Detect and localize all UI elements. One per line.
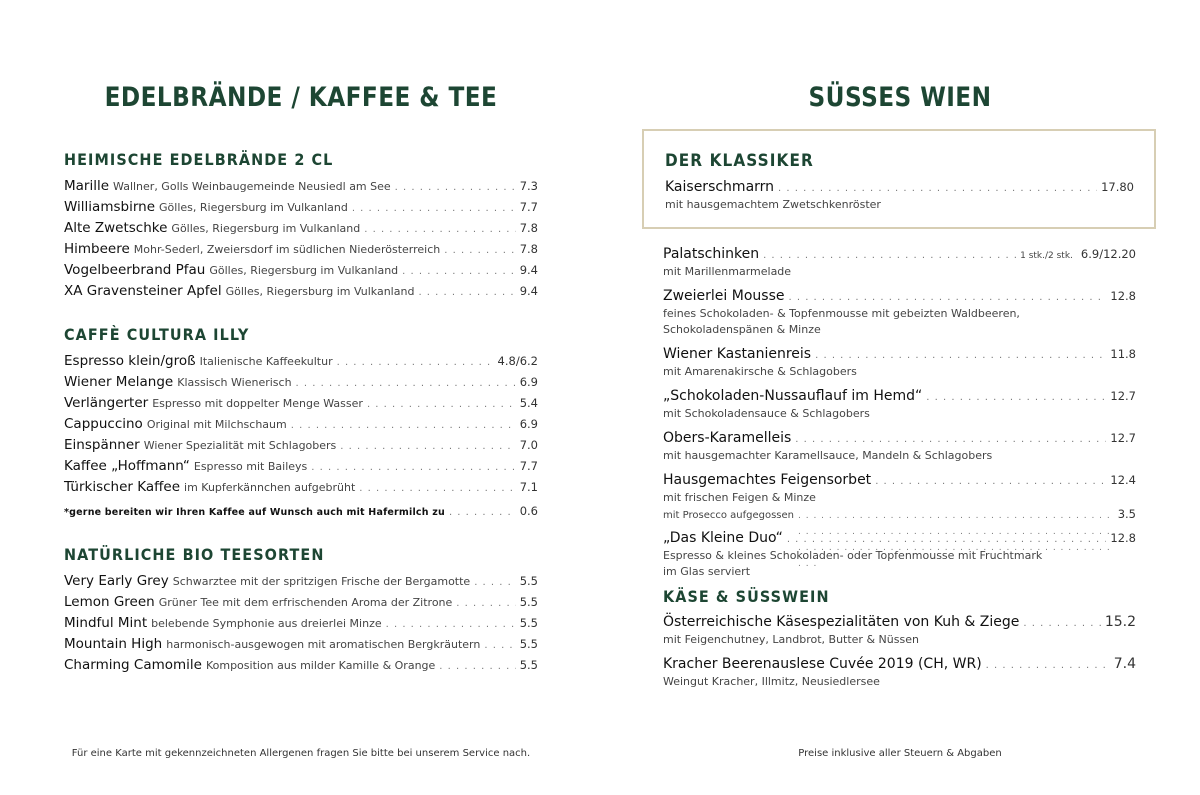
- item-price: 5.5: [519, 595, 538, 609]
- item-description-2: im Glas serviert: [663, 565, 751, 578]
- dot-leader: [763, 246, 1016, 265]
- menu-item: [64, 239, 538, 260]
- allergen-footer: Für eine Karte mit gekennzeichneten Allergenen fragen Sie bitte bei unserem Service nach.: [71, 748, 531, 759]
- section-heading-tee: NATÜRLICHE BIO TEESORTEN: [64, 545, 325, 564]
- item-description: Italienische Kaffeekultur: [199, 355, 333, 368]
- item-description: Weingut Kracher, Illmitz, Neusiedlersee: [663, 675, 880, 688]
- item-name: Mindful Mint: [64, 615, 148, 631]
- item-price: 12.7: [1110, 431, 1136, 445]
- note-price: 0.6: [519, 504, 538, 518]
- price-footer: Preise inklusive aller Steuern & Abgaben: [798, 748, 1002, 759]
- item-price: 7.1: [519, 480, 538, 494]
- item-description: belebende Symphonie aus dreierlei Minze: [151, 617, 382, 630]
- item-description: Wiener Spezialität mit Schlagobers: [143, 439, 337, 452]
- item-name: „Schokoladen-Nussauflauf im Hemd“: [663, 388, 923, 404]
- menu-item: [64, 634, 538, 655]
- menu-item: [64, 218, 538, 239]
- item-name: Hausgemachtes Feigensorbet: [663, 472, 872, 488]
- extra-label: mit Prosecco aufgegossen: [663, 510, 795, 521]
- dot-leader: [352, 198, 516, 219]
- item-name: Wiener Kastanienreis: [663, 346, 812, 362]
- item-price: 6.9: [519, 417, 538, 431]
- item-price: 5.5: [519, 658, 538, 672]
- item-price: 9.4: [519, 284, 538, 298]
- item-name: Mountain High: [64, 636, 163, 652]
- item-price: 11.8: [1110, 347, 1136, 361]
- item-description: im Kupferkännchen aufgebrüht: [184, 481, 356, 494]
- item-description: Gölles, Riegersburg im Vulkanland: [209, 264, 399, 277]
- menu-item: [663, 387, 1136, 422]
- item-description: Wallner, Golls Weinbaugemeinde Neusiedl am See: [113, 180, 391, 193]
- item-name: Alte Zwetschke: [64, 220, 168, 236]
- dot-leader: [788, 288, 1106, 307]
- dot-leader: [1023, 614, 1100, 633]
- section-heading-kaese: KÄSE & SÜSSWEIN: [663, 587, 830, 606]
- item-name: Lemon Green: [64, 594, 155, 610]
- dot-leader: [337, 352, 494, 373]
- item-description: Original mit Milchschaum: [146, 418, 287, 431]
- menu-item: [64, 477, 538, 498]
- section-heading-klassiker: DER KLASSIKER: [665, 151, 814, 171]
- item-description: feines Schokoladen- & Topfenmousse mit gebeizten Waldbeeren,: [663, 307, 1020, 320]
- item-name: Williamsbirne: [64, 199, 156, 215]
- item-description: Espresso mit Baileys: [193, 460, 308, 473]
- menu-item: [64, 414, 538, 435]
- item-quantity: 1 stk./2 stk.: [1020, 251, 1073, 261]
- menu-item: [663, 655, 1136, 690]
- item-price: 12.4: [1110, 473, 1136, 487]
- caffe-list: [64, 351, 538, 522]
- dot-leader: [402, 261, 516, 282]
- item-name: Very Early Grey: [64, 573, 169, 589]
- dot-leader: [359, 478, 515, 499]
- item-name: Marille: [64, 178, 110, 194]
- menu-item: [663, 613, 1136, 648]
- item-description: mit Marillenmarmelade: [663, 265, 792, 278]
- item-price: 7.8: [519, 221, 538, 235]
- item-description: Komposition aus milder Kamille & Orange: [205, 659, 436, 672]
- item-price: 17.80: [1101, 180, 1134, 194]
- item-description: mit Schokoladensauce & Schlagobers: [663, 407, 870, 420]
- item-description-2: Schokoladenspänen & Minze: [663, 323, 821, 336]
- menu-item: [663, 471, 1136, 522]
- item-extra: [663, 506, 1136, 522]
- menu-item: [64, 176, 538, 197]
- item-price: 7.3: [519, 179, 538, 193]
- dessert-list: [663, 245, 1136, 587]
- menu-item: [663, 245, 1136, 280]
- menu-item: [663, 345, 1136, 380]
- item-name: Österreichische Käsespezialitäten von Kuh & Ziege: [663, 614, 1020, 630]
- dot-leader: [787, 530, 1107, 549]
- right-menu-page: [642, 0, 1158, 795]
- item-price: 12.8: [1110, 289, 1136, 303]
- menu-item: [64, 260, 538, 281]
- menu-item: [64, 456, 538, 477]
- dot-leader: [311, 457, 515, 478]
- item-price: 5.5: [519, 637, 538, 651]
- dot-leader: [296, 373, 516, 394]
- section-heading-caffe: CAFFÈ CULTURA ILLY: [64, 325, 250, 344]
- item-price: 7.7: [519, 459, 538, 473]
- item-name: Kaffee „Hoffmann“: [64, 458, 190, 474]
- dot-leader: [456, 593, 515, 614]
- left-menu-page: [64, 0, 538, 795]
- item-price: 5.5: [519, 616, 538, 630]
- menu-item: [663, 287, 1136, 338]
- dot-leader: [291, 415, 516, 436]
- item-name: XA Gravensteiner Apfel: [64, 283, 222, 299]
- item-price: 7.0: [519, 438, 538, 452]
- klassiker-box: [642, 129, 1156, 229]
- item-name: Vogelbeerbrand Pfau: [64, 262, 206, 278]
- item-description: mit hausgemachter Karamellsauce, Mandeln & Schlagobers: [663, 449, 993, 462]
- item-description: Gölles, Riegersburg im Vulkanland: [159, 201, 348, 214]
- item-price: 4.8/6.2: [497, 354, 538, 368]
- left-page-title: EDELBRÄNDE / KAFFEE & TEE: [104, 82, 498, 113]
- menu-item: [64, 197, 538, 218]
- dot-leader: [395, 177, 516, 198]
- menu-item: [64, 372, 538, 393]
- klassiker-item: [665, 178, 1134, 220]
- menu-item: [64, 655, 538, 676]
- item-description: Espresso & kleines Schokoladen- oder Topfenmousse mit Fruchtmark: [663, 549, 1043, 562]
- dot-leader: [474, 572, 516, 593]
- dot-leader: [795, 430, 1106, 449]
- dot-leader: [875, 472, 1106, 491]
- item-price: 5.5: [519, 574, 538, 588]
- item-price: 12.7: [1110, 389, 1136, 403]
- item-name: Obers-Karamelleis: [663, 430, 792, 446]
- right-page-title: SÜSSES WIEN: [808, 82, 992, 113]
- dot-leader: [444, 240, 515, 261]
- dot-leader: [778, 179, 1097, 198]
- dot-leader: [449, 502, 516, 523]
- item-name: Cappuccino: [64, 416, 143, 432]
- dot-leader: [986, 656, 1110, 675]
- dot-leader: [386, 614, 516, 635]
- menu-item: [64, 435, 538, 456]
- item-description: mit hausgemachtem Zwetschkenröster: [665, 198, 881, 211]
- item-name: Wiener Melange: [64, 374, 174, 390]
- menu-item: [64, 393, 538, 414]
- dot-leader: [439, 656, 515, 677]
- item-price: 7.7: [519, 200, 538, 214]
- item-name: Espresso klein/groß: [64, 353, 196, 369]
- menu-item: [663, 429, 1136, 464]
- item-name: Zweierlei Mousse: [663, 288, 785, 304]
- item-description: Espresso mit doppelter Menge Wasser: [152, 397, 363, 410]
- note-text: *gerne bereiten wir Ihren Kaffee auf Wunsch auch mit Hafermilch zu: [64, 507, 445, 518]
- item-description: Mohr-Sederl, Zweiersdorf im südlichen Niederösterreich: [133, 243, 441, 256]
- item-price: 9.4: [519, 263, 538, 277]
- item-name: Türkischer Kaffee: [64, 479, 181, 495]
- item-description: Klassisch Wienerisch: [177, 376, 292, 389]
- item-description: Grüner Tee mit dem erfrischenden Aroma der Zitrone: [158, 596, 453, 609]
- item-price: 6.9/12.20: [1080, 247, 1136, 261]
- hafermilch-note: [64, 501, 538, 522]
- kaese-list: [663, 613, 1136, 697]
- section-heading-edelbraende: HEIMISCHE EDELBRÄNDE 2 CL: [64, 150, 334, 169]
- item-price: 15.2: [1104, 614, 1136, 630]
- item-description: mit Amarenakirsche & Schlagobers: [663, 365, 857, 378]
- item-description: Schwarztee mit der spritzigen Frische der Bergamotte: [172, 575, 471, 588]
- item-name: „Das Kleine Duo“: [663, 530, 783, 546]
- item-name: Himbeere: [64, 241, 130, 257]
- dot-leader: [364, 219, 515, 240]
- dot-leader: [815, 346, 1106, 365]
- dot-leader: [367, 394, 516, 415]
- item-price: 6.9: [519, 375, 538, 389]
- dot-leader: [418, 282, 515, 303]
- item-name: Kaiserschmarrn: [665, 179, 775, 195]
- dot-leader: [340, 436, 515, 457]
- menu-item: [64, 613, 538, 634]
- item-price: 12.8: [1110, 531, 1136, 545]
- dot-leader: [926, 388, 1106, 407]
- item-description: Gölles, Riegersburg im Vulkanland: [171, 222, 361, 235]
- menu-item: [64, 281, 538, 302]
- item-description: mit Feigenchutney, Landbrot, Butter & Nüssen: [663, 633, 919, 646]
- dot-leader: [484, 635, 515, 656]
- item-price: 5.4: [519, 396, 538, 410]
- item-name: Einspänner: [64, 437, 140, 453]
- edelbraende-list: [64, 176, 538, 302]
- menu-item: [64, 571, 538, 592]
- item-name: Verlängerter: [64, 395, 149, 411]
- tee-list: [64, 571, 538, 676]
- menu-item: [64, 351, 538, 372]
- menu-item: [64, 592, 538, 613]
- item-description: harmonisch-ausgewogen mit aromatischen Bergkräutern: [166, 638, 481, 651]
- item-name: Charming Camomile: [64, 657, 202, 673]
- item-name: Kracher Beerenauslese Cuvée 2019 (CH, WR): [663, 656, 982, 672]
- item-price: 7.4: [1113, 656, 1136, 672]
- extra-price: 3.5: [1117, 507, 1136, 521]
- item-description: Gölles, Riegersburg im Vulkanland: [225, 285, 415, 298]
- item-description: mit frischen Feigen & Minze: [663, 491, 816, 504]
- item-price: 7.8: [519, 242, 538, 256]
- item-name: Palatschinken: [663, 246, 760, 262]
